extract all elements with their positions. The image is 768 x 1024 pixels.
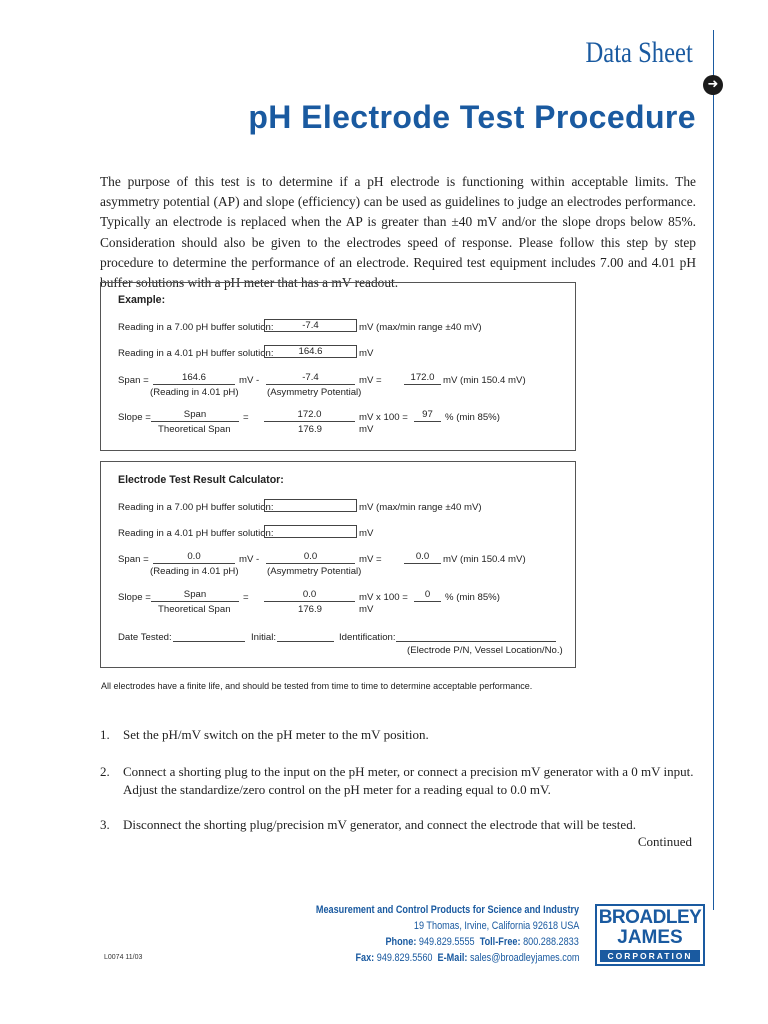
row1-unit: mV (max/min range ±40 mV) (359, 322, 482, 333)
tollfree-number: 800.288.2833 (523, 936, 579, 948)
span-mv-equals: mV = (359, 375, 382, 386)
slope-label: Slope = (118, 412, 151, 423)
span-result-unit: mV (min 150.4 mV) (443, 375, 526, 386)
span-value-2: -7.4 (266, 372, 355, 385)
calc-span-value-2: 0.0 (266, 551, 355, 564)
calc-slope-denominator: Theoretical Span (158, 604, 231, 615)
fax-label: Fax: (354, 952, 374, 964)
calc-row1-input[interactable] (264, 499, 357, 512)
logo-line-3: CORPORATION (600, 950, 700, 962)
calc-slope-value-1: 0.0 (264, 589, 355, 602)
calc-row1-unit: mV (max/min range ±40 mV) (359, 502, 482, 513)
date-tested-label: Date Tested: (118, 632, 172, 643)
initial-field[interactable] (277, 629, 334, 642)
span-note-1: (Reading in 4.01 pH) (150, 387, 239, 398)
calculator-box (100, 461, 576, 668)
row2-label: Reading in a 4.01 pH buffer solution: (118, 348, 274, 359)
page-title: pH Electrode Test Procedure (248, 99, 696, 135)
calc-slope-value-2: 176.9 (298, 604, 323, 615)
identification-label: Identification: (339, 632, 396, 643)
slope-denominator: Theoretical Span (158, 424, 231, 435)
example-box (100, 282, 576, 451)
continued-label: Continued (637, 834, 692, 849)
margin-rule (713, 30, 714, 910)
footer-phone-line (386, 936, 579, 948)
step-number: 2. (100, 764, 110, 779)
slope-equals: = (243, 412, 249, 423)
slope-result: 97 (414, 409, 441, 422)
step-number: 3. (100, 817, 110, 832)
calc-slope-result: 0 (414, 589, 441, 602)
span-note-2: (Asymmetry Potential) (267, 387, 362, 398)
row1-label: Reading in a 7.00 pH buffer solution: (118, 322, 274, 333)
step-text: Disconnect the shorting plug/precision mV generator, and connect the electrode that will be tested. (123, 817, 636, 832)
calc-slope-x100: mV x 100 = (359, 592, 408, 603)
date-tested-field[interactable] (173, 629, 245, 642)
data-sheet-label: Data Sheet (585, 36, 693, 69)
identification-field[interactable] (396, 629, 556, 642)
calc-span-note-1: (Reading in 4.01 pH) (150, 566, 239, 577)
span-mv-minus: mV - (239, 375, 260, 386)
row1-value-field: -7.4 (264, 319, 357, 332)
calc-row2-unit: mV (359, 528, 374, 539)
calc-slope-label: Slope = (118, 592, 151, 603)
calc-span-result-unit: mV (min 150.4 mV) (443, 554, 526, 565)
calc-row2-label: Reading in a 4.01 pH buffer solution: (118, 528, 274, 539)
calc-slope-mv: mV (359, 604, 374, 615)
broadley-james-logo (595, 904, 705, 966)
calc-span-result: 0.0 (404, 551, 441, 564)
example-heading: Example: (118, 294, 166, 306)
document-code: L0074 11/03 (104, 954, 143, 961)
span-value-1: 164.6 (153, 372, 235, 385)
calc-row2-input[interactable] (264, 525, 357, 538)
span-result: 172.0 (404, 372, 441, 385)
identification-note: (Electrode P/N, Vessel Location/No.) (407, 645, 563, 656)
calc-span-label: Span = (118, 554, 149, 565)
row2-unit: mV (359, 348, 374, 359)
phone-number: 949.829.5555 (419, 936, 475, 948)
slope-numerator: Span (151, 409, 239, 422)
email-link[interactable]: sales@broadleyjames.com (469, 952, 579, 964)
calculator-heading: Electrode Test Result Calculator: (118, 474, 284, 486)
step-3 (100, 816, 700, 834)
fax-number: 949.829.5560 (376, 952, 433, 964)
footer-fax-line (355, 952, 579, 964)
phone-label: Phone: (385, 936, 417, 948)
logo-line-1: BROADLEY (598, 907, 702, 928)
slope-value-1: 172.0 (264, 409, 355, 422)
calc-slope-numerator: Span (151, 589, 239, 602)
calc-slope-result-unit: % (min 85%) (445, 592, 500, 603)
footer-tagline: Measurement and Control Products for Science and Industry (315, 904, 579, 916)
initial-label: Initial: (251, 632, 277, 643)
slope-value-2: 176.9 (298, 424, 323, 435)
calc-span-mv-equals: mV = (359, 554, 382, 565)
span-label: Span = (118, 375, 149, 386)
step-2 (100, 763, 700, 799)
step-1 (100, 726, 700, 744)
slope-x100: mV x 100 = (359, 412, 408, 423)
tollfree-label: Toll-Free: (479, 936, 521, 948)
slope-result-unit: % (min 85%) (445, 412, 500, 423)
step-text: Connect a shorting plug to the input on the pH meter, or connect a precision mV generator with a 0 mV input. Adjust the standardize/zero control on the pH meter for a reading equal to 0.0 mV. (123, 764, 694, 797)
calc-span-mv-minus: mV - (239, 554, 260, 565)
footer-address: 19 Thomas, Irvine, California 92618 USA (413, 920, 579, 932)
email-label: E-Mail: (437, 952, 467, 964)
calc-span-value-1: 0.0 (153, 551, 235, 564)
step-number: 1. (100, 727, 110, 742)
life-note: All electrodes have a finite life, and should be tested from time to time to determine acceptable performance. (101, 681, 533, 691)
calc-span-note-2: (Asymmetry Potential) (267, 566, 362, 577)
logo-line-2: JAMES (617, 927, 683, 948)
row2-value-field: 164.6 (264, 345, 357, 358)
intro-paragraph: The purpose of this test is to determine if a pH electrode is functioning within acceptable limits. The asymmetry potential (AP) and slope (efficiency) can be used as guidelines to judge an electrodes performance. Typically an electrode is replaced when the AP is greater than ±40 mV and/or the slope drops below 85%. Consideration should also be given to the electrodes speed of response. Please follow this step by step procedure to determine the performance of an electrode. Required test equipment includes 7.00 and 4.01 pH buffer solutions with a pH meter that has a mV readout. (100, 174, 696, 291)
calc-slope-equals: = (243, 592, 249, 603)
slope-mv: mV (359, 424, 374, 435)
arrow-right-icon: ➜ (703, 75, 723, 95)
calc-row1-label: Reading in a 7.00 pH buffer solution: (118, 502, 274, 513)
step-text: Set the pH/mV switch on the pH meter to the mV position. (123, 727, 429, 742)
